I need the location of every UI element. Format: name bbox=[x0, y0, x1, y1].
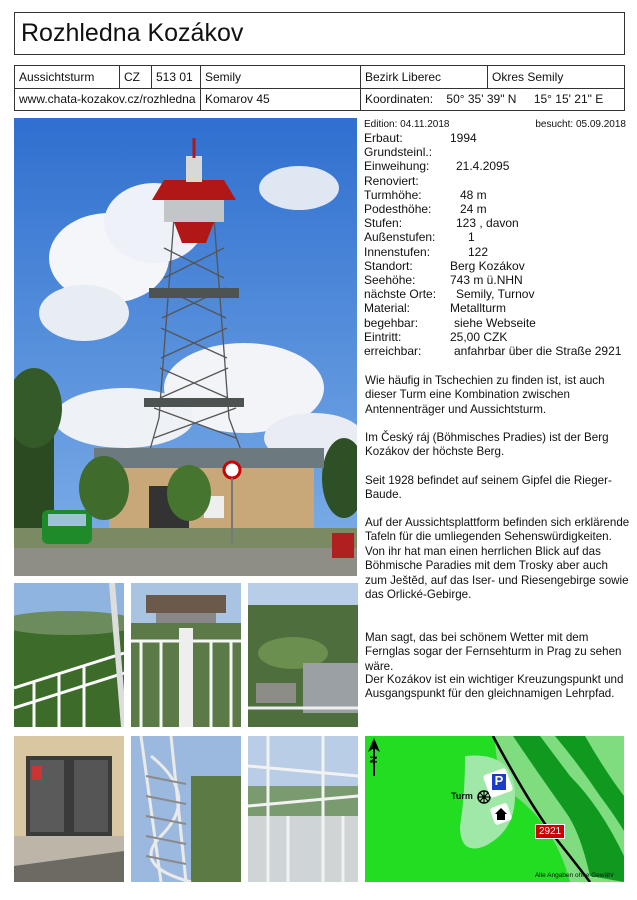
fact-row bbox=[364, 316, 630, 330]
fact-row bbox=[364, 245, 630, 259]
fact-row bbox=[364, 188, 630, 202]
fact-value: anfahrbar über die Straße 2921 bbox=[454, 344, 622, 358]
platform-railing-photo bbox=[14, 583, 124, 727]
entrance-photo bbox=[14, 736, 124, 882]
tower-label: Turm bbox=[451, 791, 473, 801]
header-row-1 bbox=[15, 66, 624, 89]
fact-row bbox=[364, 202, 630, 216]
parking-icon: P bbox=[494, 773, 504, 788]
website-link[interactable]: www.chata-kozakov.cz/rozhledna bbox=[15, 88, 201, 110]
fact-value: 122 bbox=[468, 244, 489, 259]
coordinates-label: Koordinaten: bbox=[365, 92, 434, 106]
type-cell: Aussichtsturm bbox=[15, 66, 120, 88]
fact-value: 123 , davon bbox=[456, 216, 519, 231]
fact-label: Erbaut: bbox=[364, 131, 403, 145]
longitude: 15° 15' 21" E bbox=[533, 92, 604, 106]
fact-row bbox=[364, 344, 630, 358]
north-label: N bbox=[369, 755, 381, 764]
fact-label: Seehöhe: bbox=[364, 273, 416, 287]
fact-label: Material: bbox=[364, 301, 411, 316]
road-number-badge: 2921 bbox=[535, 824, 565, 839]
edition-line bbox=[364, 119, 630, 131]
title-box bbox=[14, 12, 625, 55]
fact-label: Eintritt: bbox=[364, 329, 402, 344]
postcode-cell: 513 01 bbox=[152, 66, 201, 88]
fact-label: Außenstufen: bbox=[364, 230, 436, 245]
paragraph-3: Seit 1928 befindet auf seinem Gipfel die Rieger-Baude. bbox=[365, 474, 612, 502]
fact-value: siehe Webseite bbox=[454, 315, 536, 330]
fact-value: 743 m ü.NHN bbox=[450, 273, 523, 287]
fact-row bbox=[364, 159, 630, 173]
address-cell: Komarov 45 bbox=[201, 88, 361, 110]
latitude: 50° 35' 39" N bbox=[446, 92, 517, 106]
fact-label: begehbar: bbox=[364, 315, 419, 330]
fact-label: erreichbar: bbox=[364, 344, 422, 358]
paragraph-4: Auf der Aussichtsplattform befinden sich erklärende Tafeln für die umliegenden Sehenswürdigkeiten. Von ihr hat man einen herrlichen Blick auf das Böhmische Paradies mit dem Trosky aber auch zum Ještěd, auf das Iser- und Riesengebirge sowie das Orlické-Gebirge. bbox=[365, 516, 630, 602]
tower-top-photo bbox=[131, 583, 241, 727]
visited-date: besucht: 05.09.2018 bbox=[535, 119, 626, 130]
paragraph-5: Man sagt, das bei schönem Wetter mit dem Fernglas sogar der Fernsehturm in Prag zu sehen wäre. bbox=[365, 631, 622, 673]
fact-value: Semily, Turnov bbox=[456, 287, 535, 302]
stairs-photo bbox=[131, 736, 241, 882]
fact-row bbox=[364, 301, 630, 315]
fact-label: Stufen: bbox=[364, 216, 403, 231]
fact-row bbox=[364, 145, 630, 159]
coordinates-cell bbox=[361, 88, 624, 110]
fact-value: 1994 bbox=[450, 131, 477, 145]
edition-date: Edition: 04.11.2018 bbox=[364, 119, 450, 130]
fact-row bbox=[364, 216, 630, 230]
fact-label: Innenstufen: bbox=[364, 244, 431, 259]
view-down-photo bbox=[248, 583, 358, 727]
fact-value: Berg Kozákov bbox=[450, 258, 525, 273]
fact-value: 25,00 CZK bbox=[450, 329, 508, 344]
fact-label: Standort: bbox=[364, 258, 413, 273]
fact-value: 24 m bbox=[460, 202, 487, 216]
fact-value: 1 bbox=[468, 230, 475, 245]
page-title: Rozhledna Kozákov bbox=[21, 19, 244, 47]
header-table bbox=[14, 65, 625, 111]
fact-row bbox=[364, 273, 630, 287]
paragraph-2: Im Český ráj (Böhmisches Pradies) ist der Berg Kozákov der höchste Berg. bbox=[365, 431, 609, 459]
town-cell: Semily bbox=[201, 66, 361, 88]
fact-label: Turmhöhe: bbox=[364, 187, 422, 202]
fact-label: Podesthöhe: bbox=[364, 202, 432, 216]
fact-value: 48 m bbox=[460, 187, 487, 202]
fact-row bbox=[364, 230, 630, 244]
lattice-view-photo bbox=[248, 736, 358, 882]
main-tower-photo bbox=[14, 118, 357, 576]
fact-label: Einweihung: bbox=[364, 159, 430, 174]
fact-label: nächste Orte: bbox=[364, 287, 437, 302]
district-cell: Okres Semily bbox=[492, 70, 564, 84]
location-map bbox=[365, 736, 624, 882]
fact-row bbox=[364, 174, 630, 188]
fact-label: Renoviert: bbox=[364, 173, 419, 188]
fact-label: Grundsteinl.: bbox=[364, 145, 433, 160]
header-row-2 bbox=[15, 88, 624, 110]
fact-value: 21.4.2095 bbox=[456, 159, 510, 174]
map-disclaimer: Alle Angaben ohne Gewähr bbox=[534, 872, 614, 879]
fact-row bbox=[364, 287, 630, 301]
fact-row bbox=[364, 259, 630, 273]
region-cell: Bezirk Liberec bbox=[361, 66, 488, 88]
fact-row bbox=[364, 131, 630, 145]
paragraph-1: Wie häufig in Tschechien zu finden ist, ist auch dieser Turm eine Kombination zwischen Antennenträger und Aussichtsturm. bbox=[365, 374, 605, 416]
fact-value: Metallturm bbox=[450, 301, 507, 316]
fact-row bbox=[364, 330, 630, 344]
paragraph-6: Der Kozákov ist ein wichtiger Kreuzungspunkt und Ausgangspunkt für den gleichnamigen Lehrpfad. bbox=[365, 673, 624, 701]
facts-list bbox=[364, 131, 630, 361]
country-cell: CZ bbox=[120, 66, 152, 88]
